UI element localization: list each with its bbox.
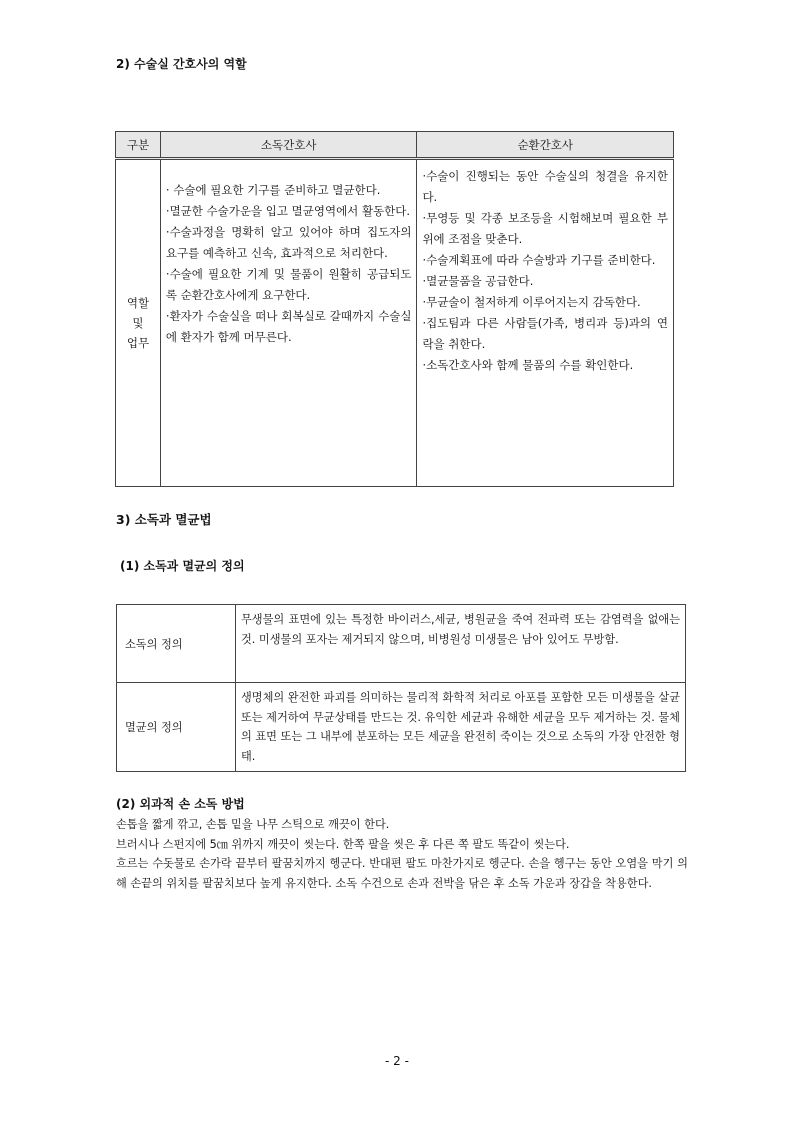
table-row	[117, 605, 686, 683]
header-scrub-nurse: 소독간호사	[160, 132, 417, 159]
category-line: 역할	[126, 296, 150, 310]
scrub-nurse-duties	[160, 159, 417, 487]
sterilization-heading: 3) 소독과 멸균법	[116, 512, 212, 527]
category-cell	[116, 159, 161, 487]
duty-item: ·집도팀과 다른 사람들(가족, 병리과 등)과의 연락을 취한다.	[422, 316, 668, 351]
duty-item: ·소독간호사와 함께 물품의 수를 확인한다.	[422, 358, 634, 372]
disinfection-definition: 무생물의 표면에 있는 특정한 바이러스,세균, 병원균을 죽여 전파력 또는 감염력을 없애는 것. 미생물의 포자는 제거되지 않으며, 비병원성 미생물은 남아 있어도 무방함.	[236, 605, 686, 683]
sterilization-definition: 생명체의 완전한 파괴를 의미하는 물리적 화학적 처리로 아포를 포함한 모든 미생물을 살균 또는 제거하여 무균상태를 만드는 것. 유익한 세균과 유해한 세균을 모두 제거하는 것. 물체의 표면 또는 그 내부에 분포하는 모든 세균을 완전히 죽이는 것으로 소독의 가장 안전한 형태.	[236, 683, 686, 772]
duty-item: ·환자가 수술실을 떠나 회복실로 갈때까지 수술실에 환자가 함께 머무른다.	[165, 309, 412, 344]
hand-scrub-steps	[116, 815, 688, 893]
roles-table-row	[116, 159, 674, 487]
header-circulating-nurse: 순환간호사	[417, 132, 674, 159]
category-line: 업무	[126, 336, 150, 350]
duty-item: ·수술과정을 명확히 알고 있어야 하며 집도자의 요구를 예측하고 신속, 효과적으로 처리한다.	[165, 225, 412, 260]
definitions-heading: (1) 소독과 멸균의 정의	[120, 559, 245, 573]
definitions-table	[116, 604, 686, 772]
roles-heading: 2) 수술실 간호사의 역할	[116, 57, 247, 71]
category-line: 및	[132, 316, 144, 330]
roles-table	[115, 131, 674, 487]
header-category: 구분	[116, 132, 161, 159]
sterilization-label: 멸균의 정의	[117, 683, 236, 772]
duty-item: ·수술이 진행되는 동안 수술실의 청결을 유지한다.	[422, 169, 668, 204]
page-number: - 2 -	[385, 1054, 409, 1068]
duty-item: ·멸균한 수술가운을 입고 멸균영역에서 활동한다.	[165, 204, 411, 218]
paragraph-line: 흐르는 수돗물로 손가락 끝부터 팔꿈치까지 헹군다. 반대편 팔도 마찬가지로 헹군다. 손을 헹구는 동안 오염을 막기 의해 손끝의 위치를 팔꿈치보다 높게 유지한다. 소독 수건으로 손과 전박을 닦은 후 소독 가운과 장갑을 착용한다.	[116, 857, 688, 890]
duty-item: ·무영등 및 각종 보조등을 시험해보며 필요한 부위에 조점을 맞춘다.	[422, 211, 668, 246]
paragraph-line: 손톱을 짧게 깎고, 손톱 밑을 나무 스틱으로 깨끗이 한다.	[116, 818, 390, 831]
circulating-nurse-duties	[417, 159, 674, 487]
duty-item: ·멸균물품을 공급한다.	[422, 274, 534, 288]
duty-item: ·수술에 필요한 기계 및 물품이 원활히 공급되도록 순환간호사에게 요구한다.	[165, 267, 412, 302]
table-row	[117, 683, 686, 772]
roles-table-header	[116, 132, 674, 159]
duty-item: ·무균술이 철저하게 이루어지는지 감독한다.	[422, 295, 641, 309]
paragraph-line: 브러시나 스펀지에 5㎝ 위까지 깨끗이 씻는다. 한쪽 팔을 씻은 후 다른 쪽 팔도 똑같이 씻는다.	[116, 837, 570, 851]
hand-scrub-heading: (2) 외과적 손 소독 방법	[116, 797, 245, 811]
disinfection-label: 소독의 정의	[117, 605, 236, 683]
duty-item: · 수술에 필요한 기구를 준비하고 멸균한다.	[165, 183, 381, 197]
duty-item: ·수술계획표에 따라 수술방과 기구를 준비한다.	[422, 253, 656, 267]
